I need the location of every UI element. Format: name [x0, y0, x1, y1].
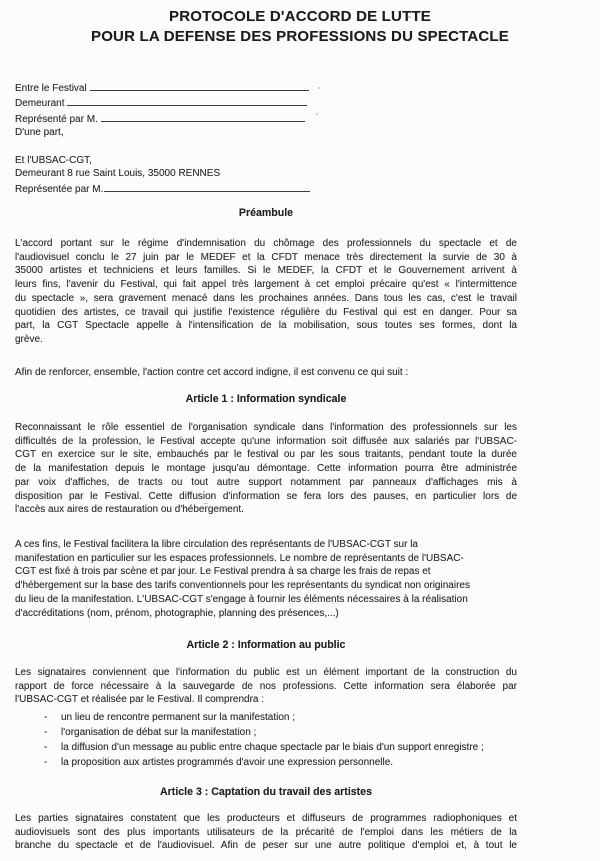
blank-underline: [67, 95, 307, 106]
bullet-item: [15, 725, 517, 740]
bullet-item: [15, 755, 517, 770]
paragraph-line: disposition par le Festival. Cette diffusion d'information se fera lors des pauses, en particulier lors de: [15, 490, 517, 502]
paragraph-line: d'hébergement sur la base des tarifs conventionnels pour les représentants du syndicat non originaires: [15, 580, 470, 592]
bullet-text: l'organisation de débat sur la manifestation ;: [61, 727, 257, 738]
document-title-line-2: POUR LA DEFENSE DES PROFESSIONS DU SPECTACLE: [90, 28, 510, 45]
bullet-dash: -: [44, 742, 48, 753]
scan-speck: [318, 87, 320, 89]
paragraph-line: CGT est fixé à trois par scène et par jour. Le Festival prendra à sa charge les frais de repas et: [15, 566, 431, 578]
blank-underline: [90, 80, 309, 91]
fill-in-line-represente: [15, 111, 517, 126]
scan-speck: [316, 113, 318, 115]
article-2-heading: Article 2 : Information au public: [186, 639, 346, 651]
label-dune-part: D'une part,: [15, 127, 64, 139]
paragraph-line: du spectacle », sera gravement menacé dans les prochaines années. Dans tous les cas, c'est le travail: [15, 292, 517, 304]
fill-in-line-festival: [15, 80, 517, 95]
paragraph-line: grève.: [15, 333, 43, 345]
agreement-lead-in-line: Afin de renforcer, ensemble, l'action contre cet accord indigne, il est convenu ce qui suit :: [15, 367, 409, 378]
paragraph-line: quotidien des artistes, ce travail qui justifie l'existence régulière du Festival qui est en danger. Pour sa: [15, 306, 517, 318]
bullet-dash: -: [44, 757, 48, 768]
paragraph-line: A ces fins, le Festival facilitera la libre circulation des représentants de l'UBSAC-CGT sur la: [15, 539, 418, 550]
bullet-text: un lieu de rencontre permanent sur la manifestation ;: [61, 712, 296, 723]
article-2-bullet-list: [15, 710, 517, 770]
paragraph-line: CGT en exercice sur le site, embauchés par le festival ou par les sous traitants, pendant toute la durée: [15, 449, 517, 461]
bullet-text: la diffusion d'un message au public entre chaque spectacle par le biais d'un support enregistre ;: [61, 742, 484, 753]
paragraph-line: Reconnaissant le rôle essentiel de l'organisation syndicale dans l'information des professionnels sur les: [15, 422, 517, 433]
paragraph-line: d'accréditations (nom, prénom, photographie, planning des présences,...): [15, 607, 339, 619]
bullet-item: [15, 710, 517, 725]
article-2-paragraph: [15, 666, 517, 707]
bullet-dash: -: [44, 727, 48, 738]
paragraph-line: par voix d'affiches, de tracts ou tout autre support notamment par panneaux d'affichages mis à: [15, 476, 517, 488]
paragraph-line: 35000 artistes et techniciens et leurs familles. Si le MEDEF, la CFDT et le Gouvernement arrivent à: [15, 265, 517, 277]
label-representee-par-m: Représentée par M.: [15, 183, 104, 195]
article-1-paragraph-1: [15, 421, 517, 517]
bullet-item: [15, 740, 517, 755]
fill-in-line-representee: [15, 181, 517, 196]
article-3-heading: Article 3 : Captation du travail des artistes: [160, 786, 372, 798]
bullet-dash: -: [44, 712, 48, 723]
paragraph-line: l'accès aux aires de restauration ou d'hébergement.: [15, 504, 244, 516]
scan-speck: [408, 16, 411, 18]
paragraph-line: rapport de force nécessaire à la sauvegarde de nos professions. Cette information sera élaborée par: [15, 680, 517, 692]
paragraph-line: leurs fins, l'avenir du Festival, qui fait appel très largement à cet emploi précaire qu'est « l'intermittence: [15, 279, 517, 291]
paragraph-line: Les signataires conviennent que l'information du public est un élément important de la construction du: [15, 667, 517, 678]
blank-underline: [101, 111, 305, 122]
blank-underline: [104, 181, 310, 192]
fill-in-line-demeurant: [15, 95, 517, 110]
article-1-heading: Article 1 : Information syndicale: [185, 393, 347, 405]
paragraph-line: difficultés de la profession, le Festival accepte qu'une information soit diffusée aux salariés par l'UBSAC-: [15, 435, 517, 447]
paragraph-line: de la manifestation depuis le montage jusqu'au démontage. Cette information pourra être administrée: [15, 463, 517, 475]
paragraph-line: part, la CGT Spectacle appelle à l'intensification de la mobilisation, sous toutes ses formes, dont la: [15, 320, 517, 332]
paragraph-line: manifestation en particulier sur les espaces professionnels. Le nombre de représentants de l'UBSAC-: [15, 552, 464, 564]
article-3-paragraph: [15, 812, 517, 853]
preamble-paragraph: [15, 237, 517, 347]
paragraph-line: l'audiovisuel conclu le 27 juin par le MEDEF et la CFDT menace très directement la survie de 30 à: [15, 251, 517, 263]
paragraph-line: L'accord portant sur le régime d'indemnisation du chômage des professionnels du spectacle et de: [15, 238, 517, 249]
paragraph-line: audiovisuels sont des plus importants utilisateurs de la précarité de l'emploi dans les métiers de la: [15, 826, 517, 838]
label-et-ubsac-cgt: Et l'UBSAC-CGT,: [15, 155, 92, 166]
paragraph-line: du lieu de la manifestation. L'UBSAC-CGT s'engage à fournir les éléments nécessaires à la réalisation: [15, 593, 468, 605]
scan-speck: [204, 503, 208, 504]
party-ubsac-block: [15, 154, 517, 196]
paragraph-line: Les parties signataires constatent que les producteurs et diffuseurs de programmes radiophoniques et: [15, 813, 517, 824]
label-entre-le-festival: Entre le Festival: [15, 83, 87, 94]
document-title-line-1: PROTOCOLE D'ACCORD DE LUTTE: [168, 8, 432, 25]
label-demeurant: Demeurant: [15, 98, 65, 110]
paragraph-line: branche du spectacle et de l'audiovisuel. Afin de peser sur une autre politique d'emploi et, à tout le: [15, 840, 517, 852]
label-demeurant-address: Demeurant 8 rue Saint Louis, 35000 RENNES: [15, 168, 221, 180]
paragraph-line: l'UBSAC-CGT et réalisée par le Festival. Il comprendra :: [15, 694, 265, 706]
preamble-heading: Préambule: [238, 207, 294, 219]
bullet-text: la proposition aux artistes programmés d'avoir une expression personnelle.: [61, 757, 394, 768]
document-title: [0, 7, 600, 47]
article-1-paragraph-2: [15, 538, 517, 620]
label-represente-par-m: Représenté par M.: [15, 113, 98, 125]
party-festival-block: [15, 80, 517, 140]
